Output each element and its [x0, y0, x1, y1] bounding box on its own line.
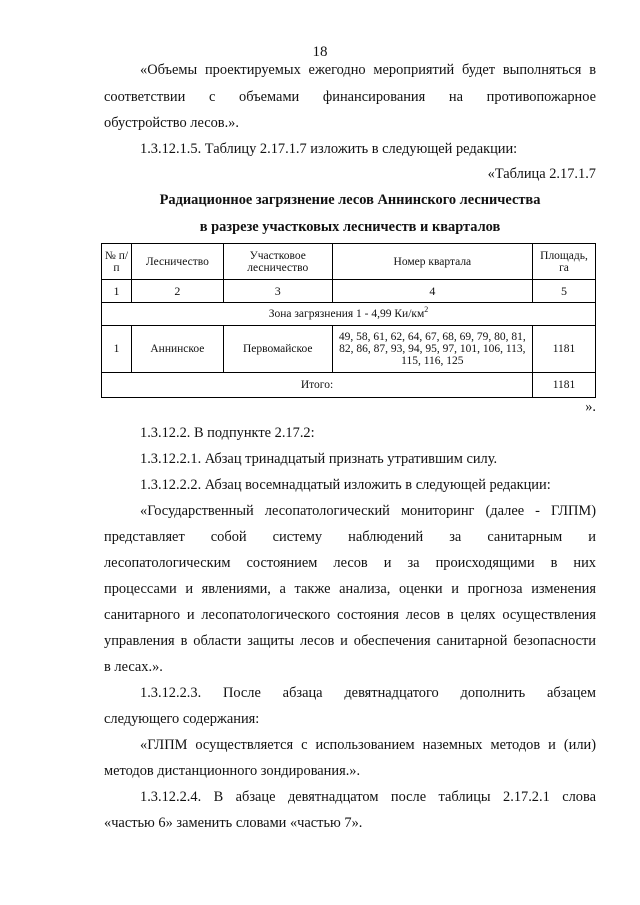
- table-caption: «Таблица 2.17.1.7: [487, 166, 596, 182]
- paragraph-line: «Объемы проектируемых ежегодно мероприятий будет выполняться в: [140, 62, 596, 78]
- header-cell: Площадь, га: [533, 244, 596, 280]
- amendment-item: 1.3.12.2.2. Абзац восемнадцатый изложить в следующей редакции:: [140, 477, 551, 493]
- table-header-row: [102, 244, 596, 280]
- total-value: 1181: [533, 373, 596, 398]
- amendment-item: 1.3.12.2. В подпункте 2.17.2:: [140, 425, 315, 441]
- paragraph-line: лесопатологическим состоянием лесов и за происходящими в них: [104, 555, 596, 571]
- paragraph-line: методов дистанционного зондирования.».: [104, 763, 361, 779]
- header-cell: Лесничество: [131, 244, 223, 280]
- area-cell: 1181: [533, 326, 596, 373]
- paragraph-line: «Государственный лесопатологический мониторинг (далее - ГЛПМ): [140, 503, 596, 519]
- paragraph-line: процессами и явлениями, а также анализа, оценки и прогноза изменения: [104, 581, 596, 597]
- table-row: [102, 326, 596, 373]
- header-cell: Участковое лесничество: [223, 244, 332, 280]
- paragraph-line: в лесах.».: [104, 659, 163, 675]
- paragraph-line: соответствии с объемами финансирования на противопожарное: [104, 89, 596, 105]
- quarters-cell: 49, 58, 61, 62, 64, 67, 68, 69, 79, 80, 81, 82, 86, 87, 93, 94, 95, 97, 101, 106, 113, 115, 116, 125: [332, 326, 532, 373]
- table-end-mark: ».: [585, 399, 596, 415]
- column-number: 4: [332, 280, 532, 303]
- amendment-item: 1.3.12.2.1. Абзац тринадцатый признать утратившим силу.: [140, 451, 498, 467]
- district-cell: Первомайское: [223, 326, 332, 373]
- column-number: 3: [223, 280, 332, 303]
- total-label: Итого:: [102, 373, 533, 398]
- zone-row: [102, 303, 596, 326]
- table-title: Радиационное загрязнение лесов Аннинского лесничества: [159, 192, 541, 208]
- zone-label: [102, 303, 596, 326]
- header-cell: Номер квартала: [332, 244, 532, 280]
- total-row: [102, 373, 596, 398]
- paragraph-line: следующего содержания:: [104, 711, 260, 727]
- forestry-cell: Аннинское: [131, 326, 223, 373]
- paragraph-line: 1.3.12.2.3. После абзаца девятнадцатого дополнить абзацем: [140, 685, 596, 701]
- amendment-item: 1.3.12.1.5. Таблицу 2.17.1.7 изложить в следующей редакции:: [140, 141, 518, 157]
- paragraph-line: обустройство лесов.».: [104, 115, 239, 131]
- page-number: 18: [312, 44, 328, 60]
- column-number: 1: [102, 280, 132, 303]
- column-number: 5: [533, 280, 596, 303]
- header-cell: № п/п: [102, 244, 132, 280]
- table-title: в разрезе участковых лесничеств и кварталов: [199, 219, 501, 235]
- zone-label-sup: 2: [424, 305, 429, 315]
- column-number: 2: [131, 280, 223, 303]
- paragraph-line: «ГЛПМ осуществляется с использованием наземных методов и (или): [140, 737, 596, 753]
- paragraph-line: «частью 6» заменить словами «частью 7».: [104, 815, 363, 831]
- paragraph-line: управления в области защиты лесов и обеспечения санитарной безопасности: [104, 633, 596, 649]
- radiation-table: [101, 243, 596, 398]
- paragraph-line: 1.3.12.2.4. В абзаце девятнадцатом после таблицы 2.17.2.1 слова: [140, 789, 596, 805]
- column-number-row: [102, 280, 596, 303]
- paragraph-line: санитарного и лесопатологического состояния лесов в целях осуществления: [104, 607, 596, 623]
- paragraph-line: представляет собой систему наблюдений за санитарным и: [104, 529, 596, 545]
- row-number: 1: [102, 326, 132, 373]
- zone-label-text: Зона загрязнения 1 - 4,99 Ки/км: [268, 308, 425, 320]
